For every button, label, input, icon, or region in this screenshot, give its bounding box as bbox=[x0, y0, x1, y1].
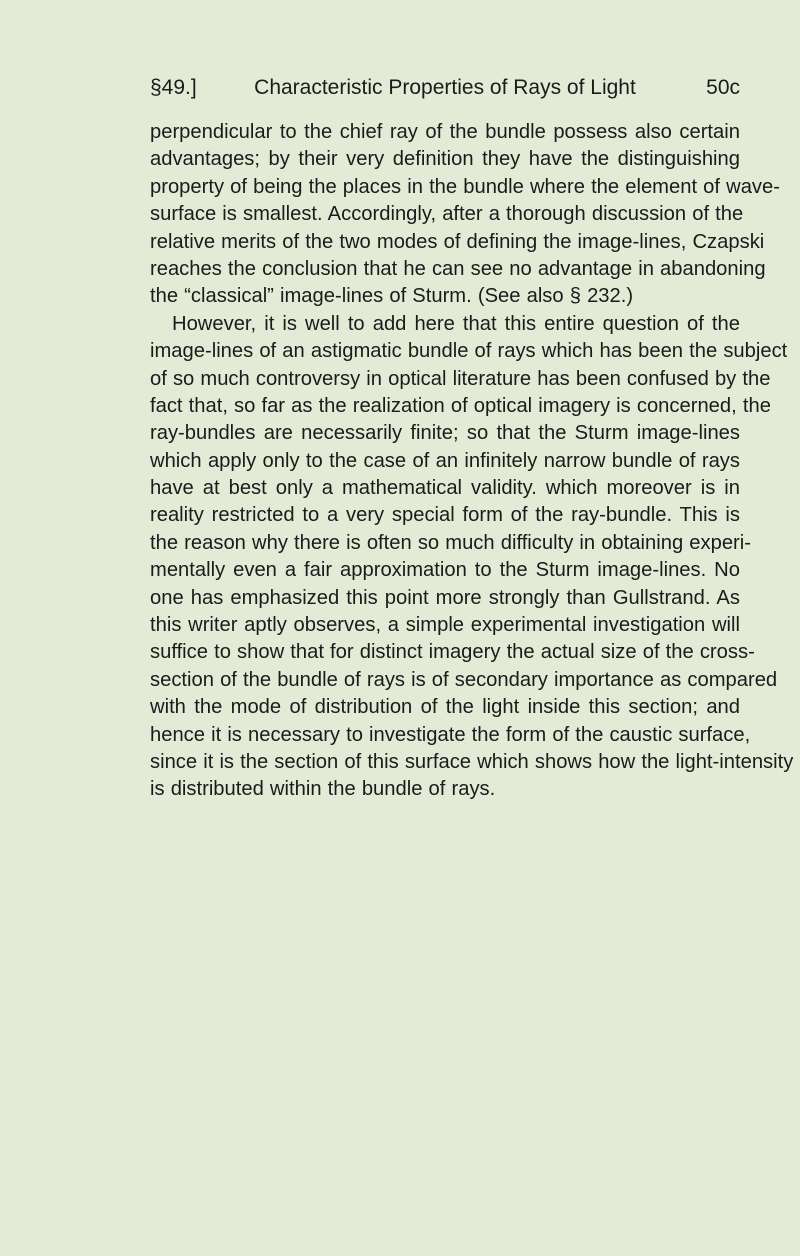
page-number: 50c bbox=[706, 76, 740, 99]
text-line: mentally even a fair approximation to the Sturm image-lines. No bbox=[150, 559, 740, 582]
text-line: fact that, so far as the realization of optical imagery is concerned, the bbox=[150, 394, 771, 417]
text-line: ray-bundles are necessarily finite; so that the Sturm image-lines bbox=[150, 422, 740, 445]
text-line: relative merits of the two modes of defining the image-lines, Czapski bbox=[150, 230, 765, 253]
text-line: surface is smallest. Accordingly, after a thorough discussion of the bbox=[150, 203, 744, 226]
text-line: image-lines of an astigmatic bundle of rays which has been the subject bbox=[150, 340, 788, 363]
running-head bbox=[150, 72, 740, 104]
text-line: hence it is necessary to investigate the form of the caustic surface, bbox=[150, 723, 751, 746]
text-line: have at best only a mathematical validity. which moreover is in bbox=[150, 477, 740, 500]
text-line: one has emphasized this point more strongly than Gullstrand. As bbox=[150, 586, 740, 609]
text-line: perpendicular to the chief ray of the bundle possess also certain bbox=[150, 121, 740, 143]
paragraph-1 bbox=[150, 119, 780, 311]
text-line: However, it is well to add here that this entire question of the bbox=[172, 312, 740, 335]
text-line: suffice to show that for distinct imagery the actual size of the cross- bbox=[150, 641, 755, 664]
text-line: this writer aptly observes, a simple experimental investigation will bbox=[150, 614, 740, 637]
text-line: which apply only to the case of an infinitely narrow bundle of rays bbox=[150, 449, 740, 472]
text-line: is distributed within the bundle of rays. bbox=[150, 778, 496, 801]
text-line: with the mode of distribution of the light inside this section; and bbox=[150, 696, 740, 719]
text-line: reaches the conclusion that he can see no advantage in abandoning bbox=[150, 257, 766, 280]
text-line: since it is the section of this surface which shows how the light-intensity bbox=[150, 750, 794, 773]
paragraph-2 bbox=[150, 311, 794, 804]
text-line: of so much controversy in optical literature has been confused by the bbox=[150, 367, 771, 390]
text-line: the “classical” image-lines of Sturm. (See also § 232.) bbox=[150, 285, 634, 308]
text-line: reality restricted to a very special form of the ray-bundle. This is bbox=[150, 504, 740, 527]
text-line: the reason why there is often so much difficulty in obtaining experi- bbox=[150, 531, 751, 554]
text-line: property of being the places in the bundle where the element of wave- bbox=[150, 175, 780, 198]
section-number: §49.] bbox=[150, 76, 197, 99]
text-line: advantages; by their very definition they have the distinguishing bbox=[150, 148, 740, 171]
text-line: section of the bundle of rays is of secondary importance as compared bbox=[150, 668, 778, 691]
body-text bbox=[150, 119, 794, 804]
running-title: Characteristic Properties of Rays of Light bbox=[254, 76, 636, 99]
